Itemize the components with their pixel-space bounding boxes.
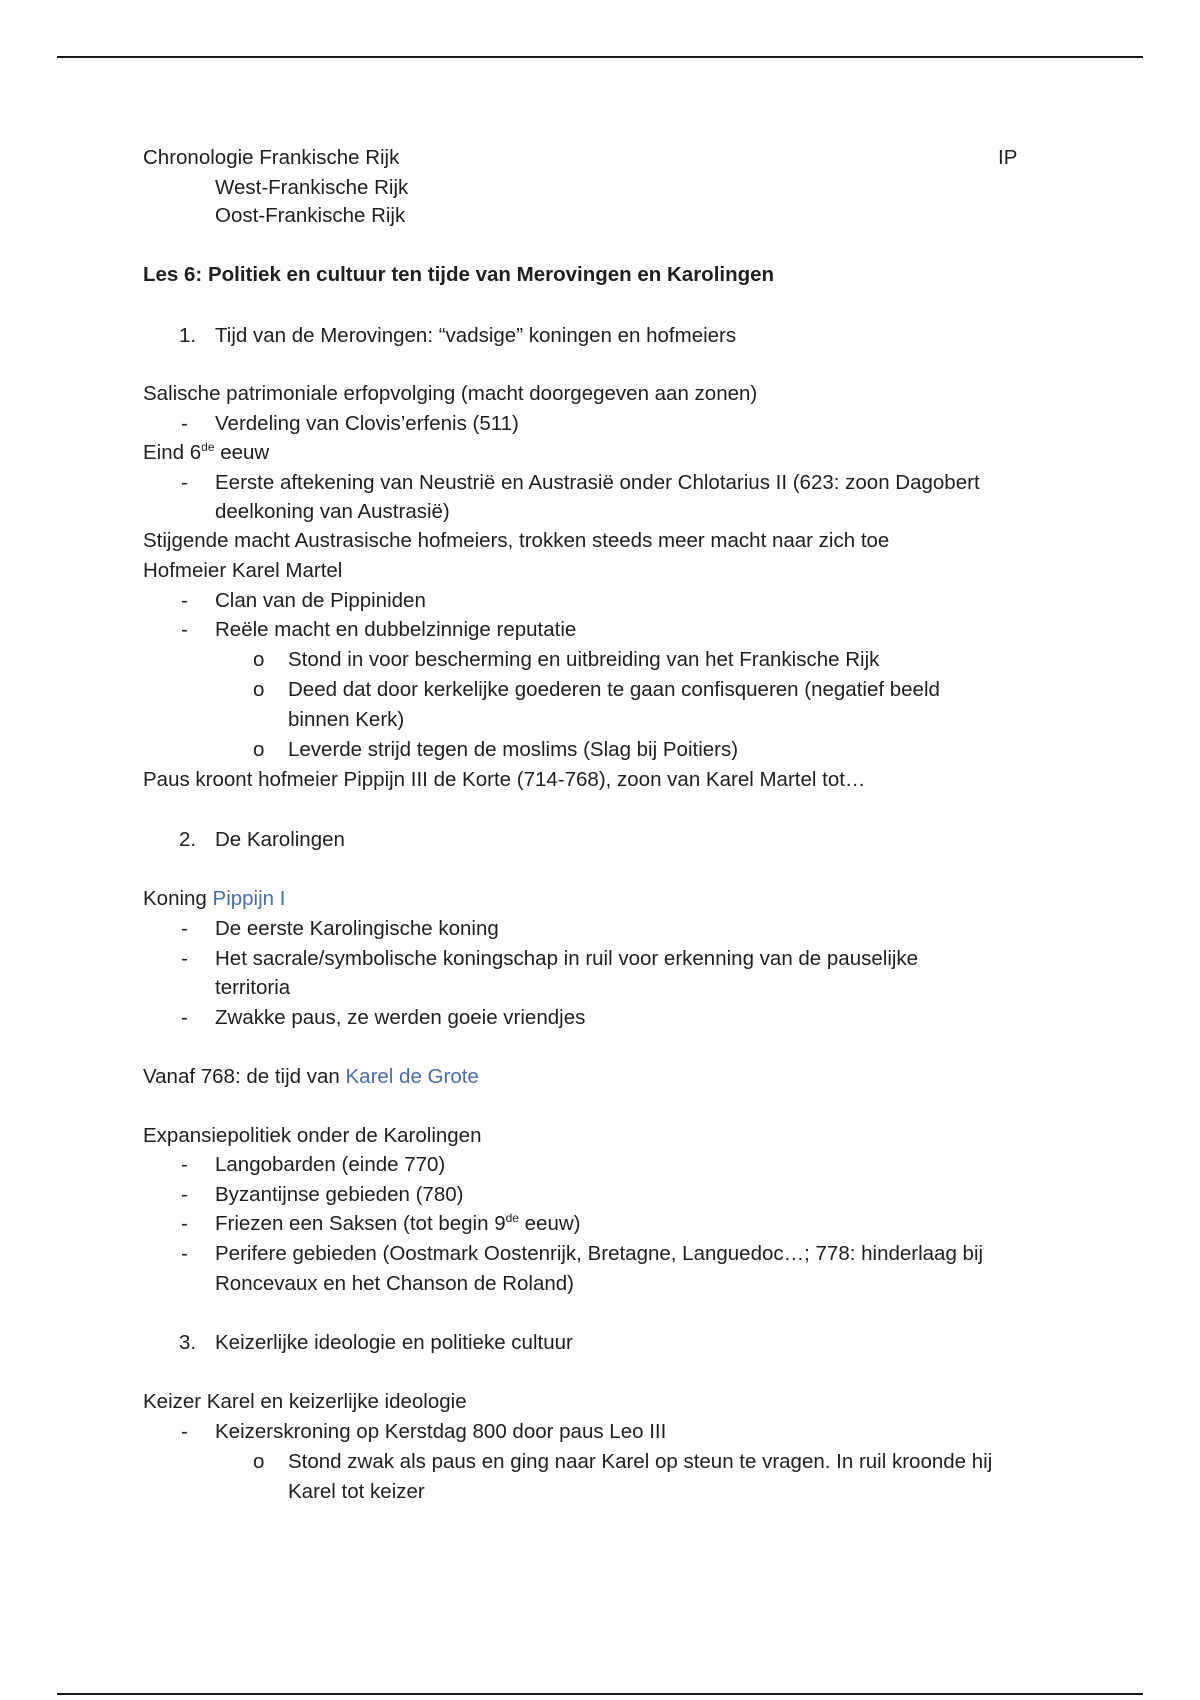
bullet-dash: - xyxy=(181,618,188,641)
section3-title: Keizerlijke ideologie en politieke cultuur xyxy=(215,1331,573,1354)
bullet-dash: - xyxy=(181,1212,188,1235)
s1-eind-line: Eind 6de eeuw xyxy=(143,440,270,464)
top-rule xyxy=(57,56,1143,58)
s2-bullet-e4-l2: Roncevaux en het Chanson de Roland) xyxy=(215,1272,574,1295)
section1-number: 1. xyxy=(179,324,197,347)
bullet-dash: - xyxy=(181,1153,188,1176)
bullet-circle: o xyxy=(253,648,265,671)
bullet-circle: o xyxy=(253,678,265,701)
s1-sub-d2b-l1: Deed dat door kerkelijke goederen te gaan confisqueren (negatief beeld xyxy=(288,678,940,701)
s2-bullet-e2: Byzantijnse gebieden (780) xyxy=(215,1183,464,1206)
s3-sub-a1a-l1: Stond zwak als paus en ging naar Karel op steun te vragen. In ruil kroonde hij xyxy=(288,1450,993,1473)
bullet-dash: - xyxy=(181,1183,188,1206)
bullet-circle: o xyxy=(253,1450,265,1473)
section3-number: 3. xyxy=(179,1331,197,1354)
bullet-dash: - xyxy=(181,1420,188,1443)
s2-bullet-e1: Langobarden (einde 770) xyxy=(215,1153,446,1176)
s1-line-d: Hofmeier Karel Martel xyxy=(143,559,343,582)
pippijn-link[interactable]: Pippijn I xyxy=(212,887,286,910)
s2-bullet-k1: De eerste Karolingische koning xyxy=(215,917,499,940)
section2-title: De Karolingen xyxy=(215,828,345,851)
s3-sub-a1a-l2: Karel tot keizer xyxy=(288,1480,425,1503)
bullet-dash: - xyxy=(181,947,188,970)
section1-title: Tijd van de Merovingen: “vadsige” koningen en hofmeiers xyxy=(215,324,737,347)
s2-vanaf-line: Vanaf 768: de tijd van Karel de Grote xyxy=(143,1065,479,1088)
header-title: Chronologie Frankische Rijk xyxy=(143,146,400,169)
s1-line-c: Stijgende macht Austrasische hofmeiers, trokken steeds meer macht naar zich toe xyxy=(143,529,890,552)
s1-bullet-b1-l1: Eerste aftekening van Neustrië en Austrasië onder Chlotarius II (623: zoon Dagobert xyxy=(215,471,980,494)
s1-bullet-b1-l2: deelkoning van Austrasië) xyxy=(215,500,450,523)
bullet-dash: - xyxy=(181,917,188,940)
s1-line-a: Salische patrimoniale erfopvolging (macht doorgegeven aan zonen) xyxy=(143,382,758,405)
bullet-dash: - xyxy=(181,589,188,612)
bullet-dash: - xyxy=(181,471,188,494)
s2-expansie: Expansiepolitiek onder de Karolingen xyxy=(143,1124,482,1147)
bullet-dash: - xyxy=(181,1006,188,1029)
bullet-dash: - xyxy=(181,1242,188,1265)
bottom-rule xyxy=(57,1693,1143,1695)
s2-koning-line: Koning Pippijn I xyxy=(143,887,286,910)
bullet-dash: - xyxy=(181,412,188,435)
karel-de-grote-link[interactable]: Karel de Grote xyxy=(345,1065,479,1088)
s3-line-a: Keizer Karel en keizerlijke ideologie xyxy=(143,1390,467,1413)
s1-line-e: Paus kroont hofmeier Pippijn III de Korte (714-768), zoon van Karel Martel tot… xyxy=(143,768,866,791)
s1-bullet-d1: Clan van de Pippiniden xyxy=(215,589,426,612)
header-initials: IP xyxy=(998,146,1018,169)
s2-bullet-k2-l1: Het sacrale/symbolische koningschap in ruil voor erkenning van de pauselijke xyxy=(215,947,919,970)
section2-number: 2. xyxy=(179,828,197,851)
header-sub-oost: Oost-Frankische Rijk xyxy=(215,204,406,227)
s2-bullet-e4-l1: Perifere gebieden (Oostmark Oostenrijk, Bretagne, Languedoc…; 778: hinderlaag bij xyxy=(215,1242,984,1265)
lesson-title: Les 6: Politiek en cultuur ten tijde van Merovingen en Karolingen xyxy=(143,263,775,286)
bullet-circle: o xyxy=(253,738,265,761)
header-sub-west: West-Frankische Rijk xyxy=(215,176,409,199)
s2-bullet-k3: Zwakke paus, ze werden goeie vriendjes xyxy=(215,1006,586,1029)
s3-bullet-a1: Keizerskroning op Kerstdag 800 door paus Leo III xyxy=(215,1420,667,1443)
s1-sub-d2b-l2: binnen Kerk) xyxy=(288,708,405,731)
s1-bullet-a1: Verdeling van Clovis’erfenis (511) xyxy=(215,412,519,435)
s1-sub-d2c: Leverde strijd tegen de moslims (Slag bij Poitiers) xyxy=(288,738,739,761)
s2-bullet-k2-l2: territoria xyxy=(215,976,291,999)
s1-sub-d2a: Stond in voor bescherming en uitbreiding van het Frankische Rijk xyxy=(288,648,880,671)
s2-bullet-e3: Friezen een Saksen (tot begin 9de eeuw) xyxy=(215,1211,581,1235)
s1-bullet-d2: Reële macht en dubbelzinnige reputatie xyxy=(215,618,577,641)
